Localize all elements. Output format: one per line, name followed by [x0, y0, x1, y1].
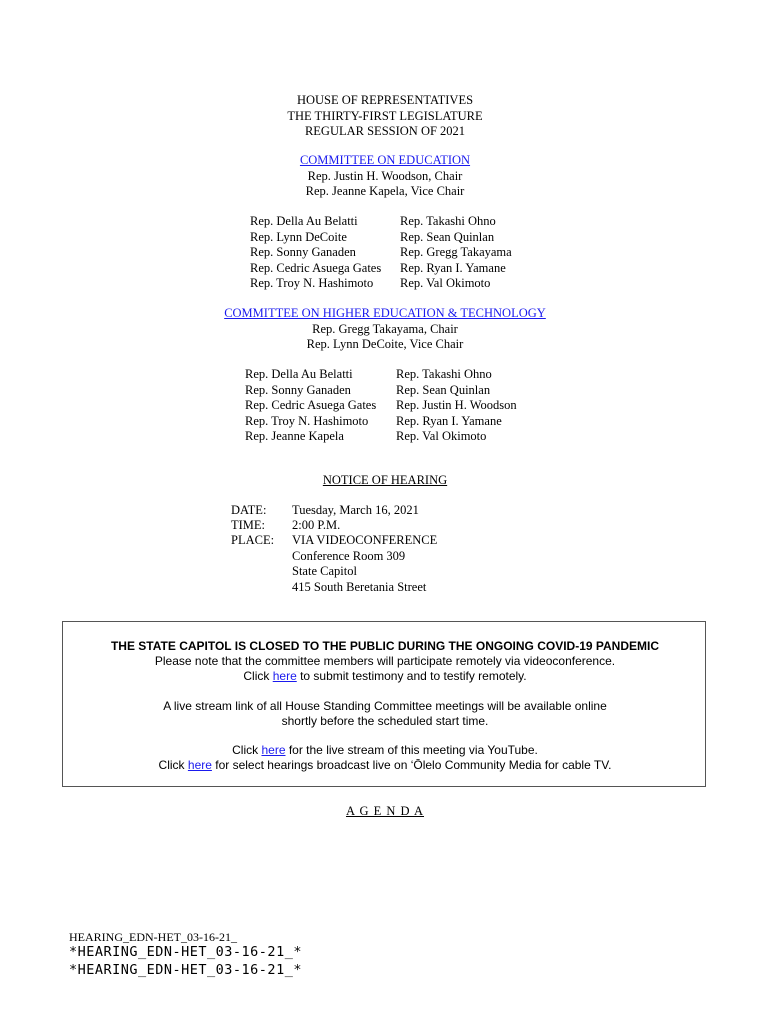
member: Rep. Troy N. Hashimoto: [250, 276, 374, 290]
member: Rep. Sonny Ganaden: [245, 382, 351, 397]
member: Rep. Val Okimoto: [400, 276, 491, 290]
committee-higher-ed-link[interactable]: COMMITTEE ON HIGHER EDUCATION & TECHNOLOGY: [224, 306, 546, 320]
committee2-members-left: [245, 367, 376, 445]
covid-heading: THE STATE CAPITOL IS CLOSED TO THE PUBLIC DURING THE ONGOING COVID-19 PANDEMIC: [110, 639, 660, 653]
member: Rep. Val Okimoto: [396, 429, 487, 443]
legislature-title: THE THIRTY-FIRST LEGISLATURE: [287, 108, 483, 123]
member: Rep. Takashi Ohno: [396, 367, 492, 381]
testimony-line: [0, 669, 770, 684]
committee1-vice-chair: Rep. Jeanne Kapela, Vice Chair: [305, 184, 465, 198]
date-label: DATE:: [231, 503, 267, 517]
member: Rep. Sonny Ganaden: [250, 245, 356, 259]
member: Rep. Sean Quinlan: [396, 382, 491, 397]
place-label: PLACE:: [231, 533, 275, 547]
member: Rep. Troy N. Hashimoto: [245, 413, 369, 428]
testimony-here-link[interactable]: here: [272, 669, 297, 683]
notice-of-hearing-title: NOTICE OF HEARING: [322, 473, 448, 487]
hearing-code: HEARING_EDN-HET_03-16-21_: [69, 930, 237, 944]
barcode-text-2: *HEARING_EDN-HET_03-16-21_*: [69, 962, 302, 978]
time-value: 2:00 P.M.: [292, 518, 341, 532]
committee2-vice-chair: Rep. Lynn DeCoite, Vice Chair: [306, 337, 464, 351]
house-title: HOUSE OF REPRESENTATIVES: [296, 93, 474, 107]
committee2-chair: Rep. Gregg Takayama, Chair: [312, 321, 458, 336]
date-value: Tuesday, March 16, 2021: [292, 503, 419, 517]
youtube-suffix: for the live stream of this meeting via YouTube.: [285, 743, 538, 757]
agenda-title: A G E N D A: [345, 804, 425, 818]
olelo-here-link[interactable]: here: [187, 758, 212, 772]
place-line: 415 South Beretania Street: [292, 579, 427, 594]
testimony-prefix: Click: [243, 669, 273, 683]
member: Rep. Cedric Asuega Gates: [250, 260, 382, 275]
olelo-prefix: Click: [158, 758, 188, 772]
member: Rep. Gregg Takayama: [400, 245, 512, 259]
live-stream-note-2: shortly before the scheduled start time.: [281, 714, 489, 728]
member: Rep. Della Au Belatti: [250, 214, 358, 228]
member: Rep. Lynn DeCoite: [250, 229, 347, 244]
olelo-line: [0, 758, 770, 773]
member: Rep. Jeanne Kapela: [245, 429, 344, 443]
member: Rep. Della Au Belatti: [245, 367, 353, 381]
barcode-text-1: *HEARING_EDN-HET_03-16-21_*: [69, 944, 302, 960]
testimony-suffix: to submit testimony and to testify remotely.: [296, 669, 527, 683]
place-line: VIA VIDEOCONFERENCE: [292, 533, 438, 547]
place-line: State Capitol: [292, 564, 357, 578]
agenda-heading: [0, 804, 770, 819]
videoconference-note: Please note that the committee members will participate remotely via videoconference.: [154, 654, 616, 668]
youtube-prefix: Click: [232, 743, 262, 757]
member: Rep. Ryan I. Yamane: [400, 260, 506, 275]
place-line: Conference Room 309: [292, 548, 406, 563]
time-label: TIME:: [231, 518, 266, 532]
youtube-line: [0, 743, 770, 758]
olelo-suffix: for select hearings broadcast live on ‘Ōlelo Community Media for cable TV.: [211, 758, 612, 772]
committee1-members-right: [400, 214, 512, 292]
committee1-chair: Rep. Justin H. Woodson, Chair: [307, 168, 463, 183]
member: Rep. Ryan I. Yamane: [396, 413, 502, 428]
committee2-members-right: [396, 367, 517, 445]
committee1-members-left: [250, 214, 381, 292]
place-value: [292, 533, 437, 595]
member: Rep. Takashi Ohno: [400, 214, 496, 228]
member: Rep. Justin H. Woodson: [396, 398, 517, 412]
member: Rep. Sean Quinlan: [400, 229, 495, 244]
session-title: REGULAR SESSION OF 2021: [304, 124, 466, 138]
live-stream-note-1: A live stream link of all House Standing Committee meetings will be available online: [163, 699, 607, 713]
committee-education-link[interactable]: COMMITTEE ON EDUCATION: [299, 153, 471, 167]
member: Rep. Cedric Asuega Gates: [245, 398, 377, 412]
youtube-here-link[interactable]: here: [261, 743, 286, 757]
